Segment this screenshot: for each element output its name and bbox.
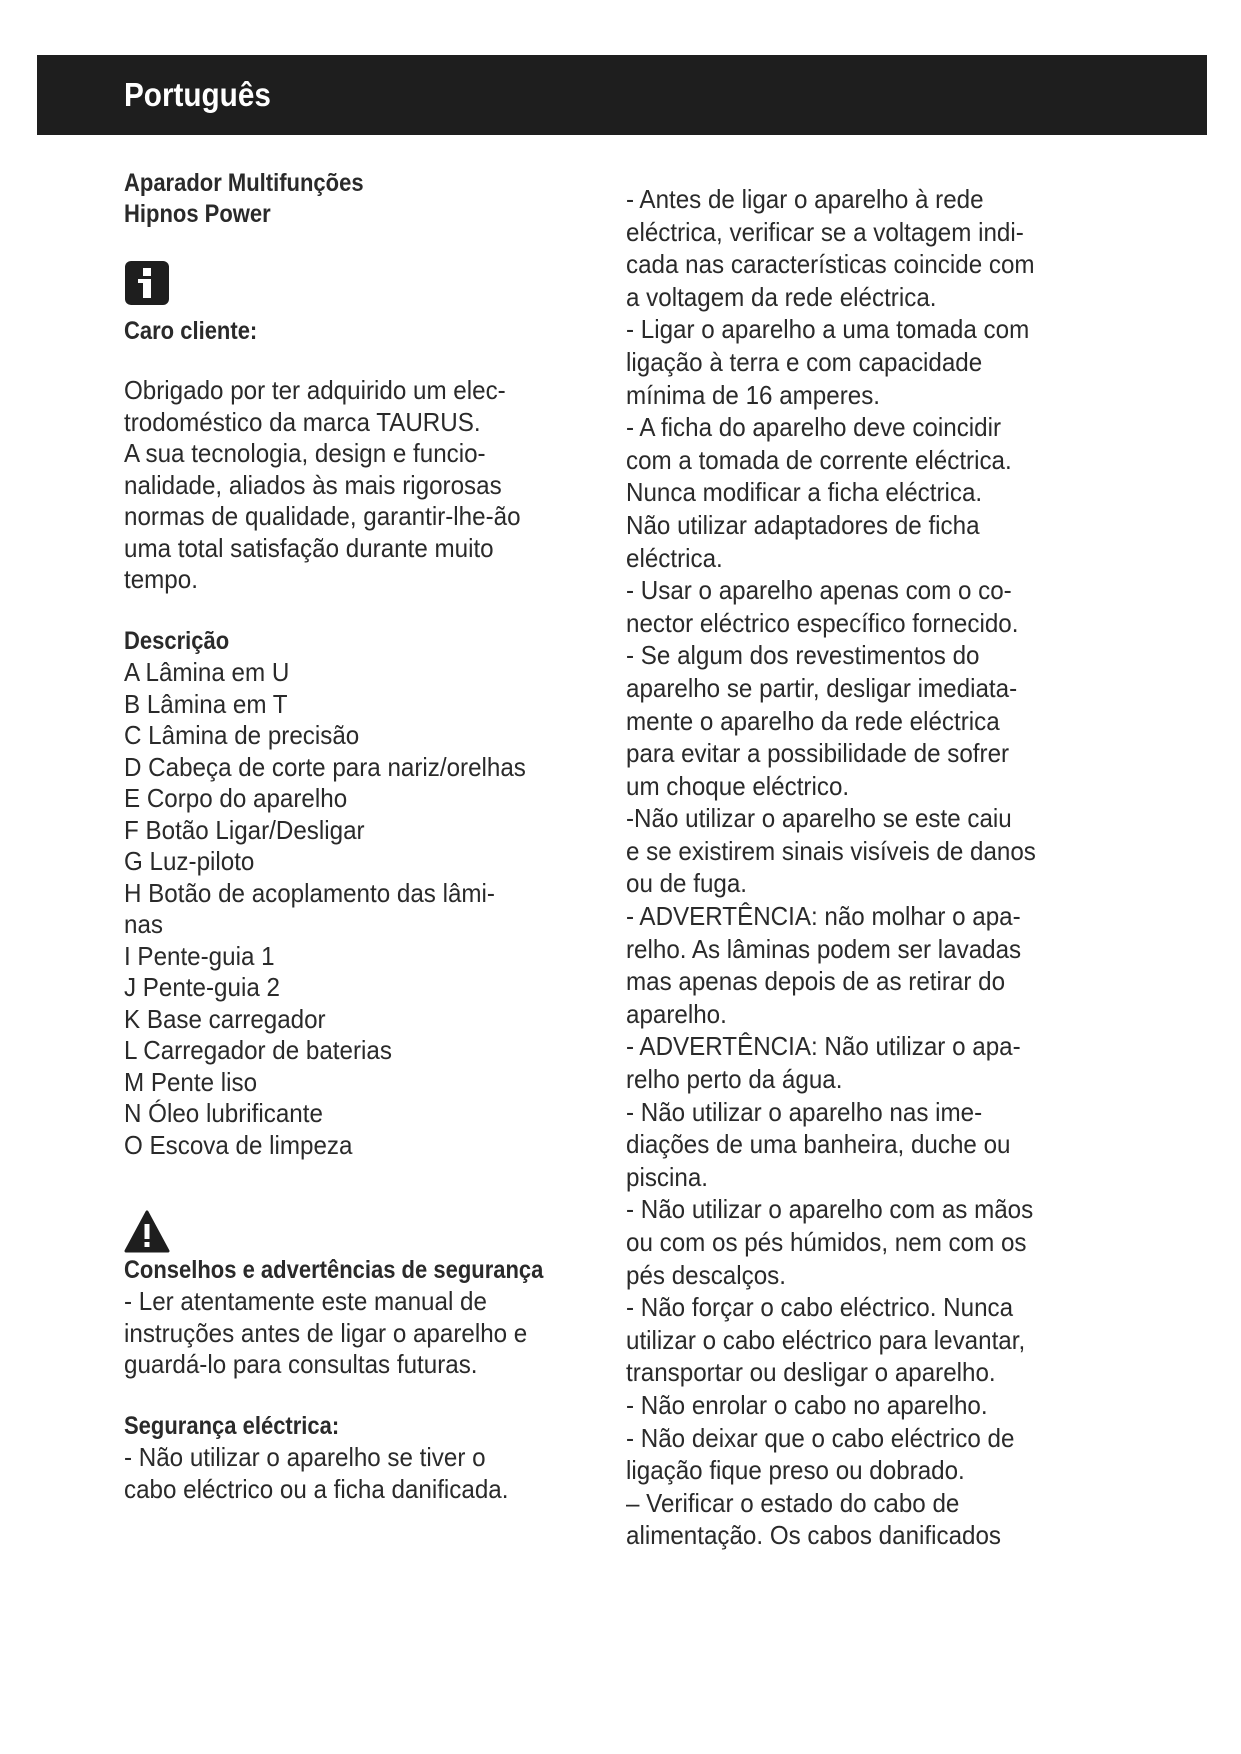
- greeting-heading-text: Caro cliente:: [124, 316, 258, 345]
- text-line: transportar ou desligar o aparelho.: [626, 1357, 996, 1388]
- text-line: aparelho se partir, desligar imediata-: [626, 672, 1018, 703]
- electrical-paragraph: [124, 1442, 584, 1505]
- text-line: - Não utilizar o aparelho com as mãos: [626, 1194, 1034, 1225]
- text-line: um choque eléctrico.: [626, 770, 850, 801]
- list-item: L Carregador de baterias: [124, 1035, 392, 1065]
- text-line: trodoméstico da marca TAURUS.: [124, 406, 481, 437]
- list-item: D Cabeça de corte para nariz/orelhas: [124, 751, 526, 782]
- text-line: nalidade, aliados às mais rigorosas: [124, 469, 502, 500]
- text-line: ou de fuga.: [626, 868, 748, 899]
- safety-heading: [124, 1255, 584, 1287]
- greeting-heading: [124, 316, 584, 348]
- text-line: - Não deixar que o cabo eléctrico de: [626, 1422, 1015, 1453]
- product-title-line: Hipnos Power: [124, 200, 271, 228]
- text-line: Não utilizar adaptadores de ficha: [626, 509, 980, 540]
- text-line: relho. As lâminas podem ser lavadas: [626, 933, 1022, 964]
- text-line: - Não enrolar o cabo no aparelho.: [626, 1389, 988, 1420]
- text-line: para evitar a possibilidade de sofrer: [626, 738, 1010, 769]
- section-header: [37, 55, 1207, 135]
- safety-paragraph: [124, 1286, 584, 1381]
- list-item: J Pente-guia 2: [124, 972, 280, 1002]
- product-title-line: Aparador Multifunções: [124, 169, 364, 197]
- text-line: - Ler atentamente este manual de: [124, 1286, 487, 1316]
- text-line: uma total satisfação durante muito: [124, 532, 494, 563]
- list-item: M Pente liso: [124, 1066, 258, 1097]
- list-item: C Lâmina de precisão: [124, 720, 360, 750]
- intro-paragraph: [124, 375, 584, 596]
- text-line: - Não utilizar o aparelho nas ime-: [626, 1096, 983, 1127]
- list-item: N Óleo lubrificante: [124, 1098, 323, 1128]
- text-line: - ADVERTÊNCIA: Não utilizar o apa-: [626, 1031, 1021, 1062]
- description-heading-text: Descrição: [124, 626, 230, 655]
- text-line: aparelho.: [626, 998, 727, 1029]
- text-line: - ADVERTÊNCIA: não molhar o apa-: [626, 901, 1021, 932]
- text-line: relho perto da água.: [626, 1064, 843, 1095]
- description-heading: [124, 626, 584, 658]
- text-line: eléctrica, verificar se a voltagem indi-: [626, 216, 1024, 247]
- list-item: K Base carregador: [124, 1003, 326, 1034]
- text-line: Nunca modificar a ficha eléctrica.: [626, 477, 983, 508]
- text-line: - Ligar o aparelho a uma tomada com: [626, 314, 1030, 345]
- list-item: I Pente-guia 1: [124, 940, 275, 971]
- language-title: Português: [124, 76, 271, 113]
- text-line: com a tomada de corrente eléctrica.: [626, 444, 1012, 475]
- list-item: E Corpo do aparelho: [124, 783, 348, 813]
- text-line: normas de qualidade, garantir-lhe-ão: [124, 501, 521, 531]
- text-line: – Verificar o estado do cabo de: [626, 1487, 960, 1518]
- electrical-heading-text: Segurança eléctrica:: [124, 1411, 340, 1440]
- list-item: F Botão Ligar/Desligar: [124, 814, 365, 845]
- text-line: - Se algum dos revestimentos do: [626, 640, 980, 671]
- text-line: mas apenas depois de as retirar do: [626, 966, 1006, 997]
- text-line: - Não forçar o cabo eléctrico. Nunca: [626, 1292, 1014, 1323]
- text-line: utilizar o cabo eléctrico para levantar,: [626, 1324, 1026, 1355]
- list-item: O Escova de limpeza: [124, 1129, 353, 1160]
- text-line: a voltagem da rede eléctrica.: [626, 281, 937, 312]
- text-line: - Não utilizar o aparelho se tiver o: [124, 1442, 486, 1472]
- text-line: ligação fique preso ou dobrado.: [626, 1455, 965, 1486]
- text-line: mínima de 16 amperes.: [626, 379, 881, 410]
- text-line: A sua tecnologia, design e funcio-: [124, 438, 486, 468]
- text-line: diações de uma banheira, duche ou: [626, 1129, 1011, 1160]
- text-line: tempo.: [124, 564, 198, 594]
- text-line: guardá-lo para consultas futuras.: [124, 1349, 478, 1379]
- product-title: [124, 168, 584, 230]
- text-line: nector eléctrico específico fornecido.: [626, 607, 1019, 638]
- text-line: mente o aparelho da rede eléctrica: [626, 705, 1000, 736]
- right-column: [626, 183, 1096, 1552]
- text-line: alimentação. Os cabos danificados: [626, 1520, 1002, 1551]
- description-list: [124, 657, 584, 1161]
- list-item: H Botão de acoplamento das lâmi-: [124, 877, 495, 908]
- text-line: - Antes de ligar o aparelho à rede: [626, 184, 984, 214]
- list-item: nas: [124, 909, 163, 939]
- safety-heading-text: Conselhos e advertências de segurança: [124, 1255, 544, 1284]
- text-line: - A ficha do aparelho deve coincidir: [626, 412, 1002, 443]
- text-line: instruções antes de ligar o aparelho e: [124, 1317, 528, 1348]
- text-line: cada nas características coincide com: [626, 249, 1035, 280]
- text-line: ou com os pés húmidos, nem com os: [626, 1227, 1027, 1257]
- warning-icon: [124, 1209, 170, 1255]
- info-icon: [124, 260, 170, 306]
- text-line: pés descalços.: [626, 1259, 786, 1290]
- text-line: e se existirem sinais visíveis de danos: [626, 835, 1036, 866]
- list-item: G Luz-piloto: [124, 846, 255, 876]
- text-line: ligação à terra e com capacidade: [626, 346, 983, 377]
- list-item: B Lâmina em T: [124, 688, 288, 719]
- electrical-safety-heading: [124, 1411, 584, 1443]
- text-line: eléctrica.: [626, 542, 723, 573]
- text-line: cabo eléctrico ou a ficha danificada.: [124, 1473, 509, 1504]
- text-line: Obrigado por ter adquirido um elec-: [124, 375, 506, 405]
- text-line: -Não utilizar o aparelho se este caiu: [626, 803, 1012, 834]
- list-item: A Lâmina em U: [124, 657, 290, 687]
- text-line: piscina.: [626, 1161, 708, 1192]
- text-line: - Usar o aparelho apenas com o co-: [626, 575, 1012, 606]
- left-column: [124, 150, 584, 1505]
